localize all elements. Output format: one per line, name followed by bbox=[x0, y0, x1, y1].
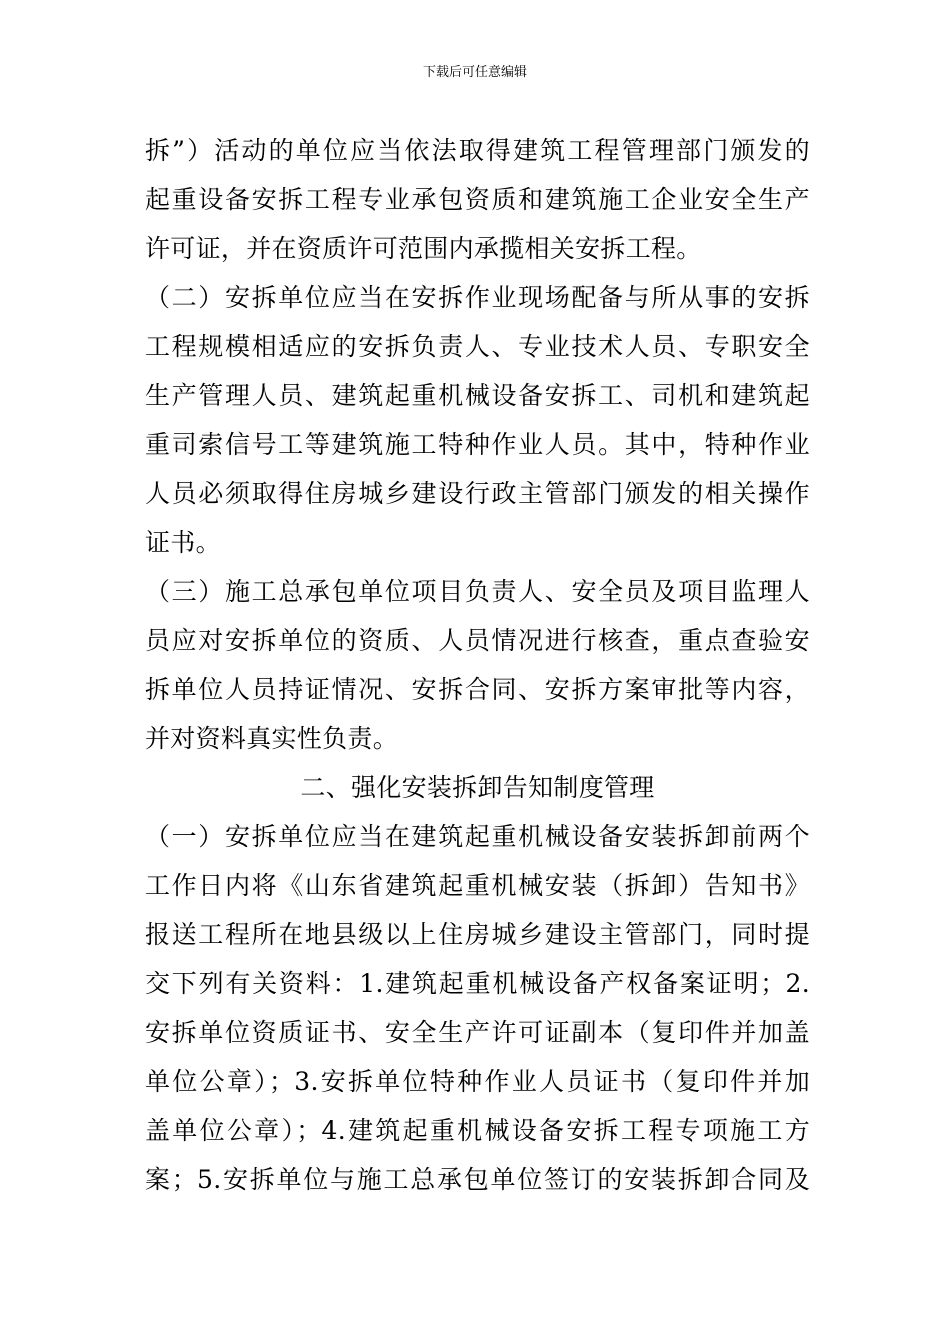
text-line: 拆”）活动的单位应当依法取得建筑工程管理部门颁发的 bbox=[145, 136, 810, 165]
text-line: （三）施工总承包单位项目负责人、安全员及项目监理人 bbox=[145, 577, 810, 606]
text-line: 拆单位人员持证情况、安拆合同、安拆方案审批等内容， bbox=[145, 675, 810, 704]
text-line: 交下列有关资料：1.建筑起重机械设备产权备案证明；2. bbox=[145, 969, 810, 998]
text-line: 人员必须取得住房城乡建设行政主管部门颁发的相关操作 bbox=[145, 479, 810, 508]
text-line: 证书。 bbox=[145, 528, 221, 557]
text-line: 重司索信号工等建筑施工特种作业人员。其中，特种作业 bbox=[145, 430, 810, 459]
section-heading: 二、强化安装拆卸告知制度管理 bbox=[300, 773, 655, 802]
text-line: 起重设备安拆工程专业承包资质和建筑施工企业安全生产 bbox=[145, 185, 810, 214]
text-line: 安拆单位资质证书、安全生产许可证副本（复印件并加盖 bbox=[145, 1018, 810, 1047]
text-line: 并对资料真实性负责。 bbox=[145, 724, 399, 753]
text-line: 生产管理人员、建筑起重机械设备安拆工、司机和建筑起 bbox=[145, 381, 810, 410]
text-line: 许可证，并在资质许可范围内承揽相关安拆工程。 bbox=[145, 234, 702, 263]
text-line: 工程规模相适应的安拆负责人、专业技术人员、专职安全 bbox=[145, 332, 810, 361]
text-line: 单位公章）；3.安拆单位特种作业人员证书（复印件并加 bbox=[145, 1067, 810, 1096]
text-line: 案；5.安拆单位与施工总承包单位签订的安装拆卸合同及 bbox=[145, 1165, 810, 1194]
text-line: 盖单位公章）；4.建筑起重机械设备安拆工程专项施工方 bbox=[145, 1116, 810, 1145]
text-line: 员应对安拆单位的资质、人员情况进行核查，重点查验安 bbox=[145, 626, 810, 655]
document-body bbox=[145, 126, 810, 1204]
page-header: 下载后可任意编辑 bbox=[422, 65, 527, 80]
text-line: （一）安拆单位应当在建筑起重机械设备安装拆卸前两个 bbox=[145, 822, 810, 851]
text-line: （二）安拆单位应当在安拆作业现场配备与所从事的安拆 bbox=[145, 283, 810, 312]
text-line: 工作日内将《山东省建筑起重机械安装（拆卸）告知书》 bbox=[145, 871, 810, 900]
text-line: 报送工程所在地县级以上住房城乡建设主管部门，同时提 bbox=[145, 920, 810, 949]
